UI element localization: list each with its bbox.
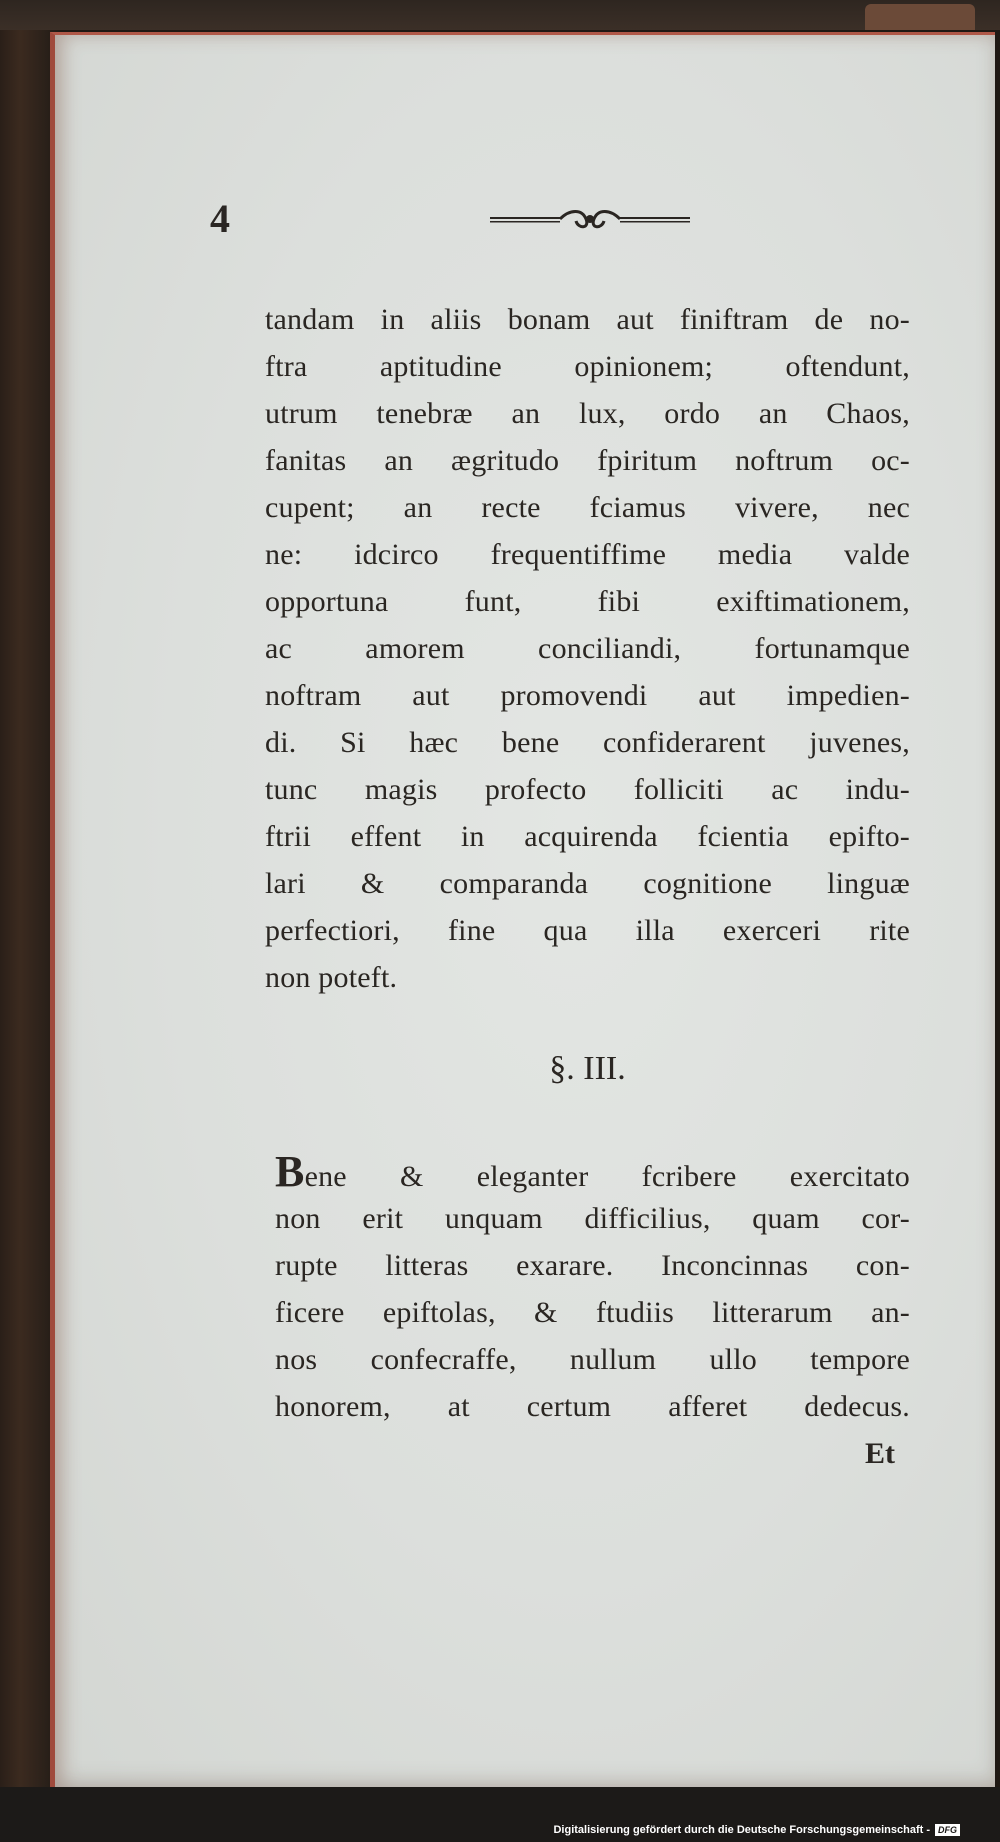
text-line: lari & comparanda cognitione linguæ (265, 867, 910, 900)
text-line: fanitas an ægritudo fpiritum noftrum oc- (265, 444, 910, 477)
text-line: perfectiori, fine qua illa exerceri rite (265, 914, 910, 947)
text-line: ftrii effent in acquirenda fcientia epifto- (265, 820, 910, 853)
text-line: cupent; an recte fciamus vivere, nec (265, 491, 910, 524)
text-line: opportuna funt, fibi exiftimationem, (265, 585, 910, 618)
text-line: honorem, at certum afferet dedecus. (275, 1390, 910, 1423)
page-number: 4 (210, 196, 230, 241)
book-spine-corner (865, 4, 975, 30)
text-line: noftram aut promovendi aut impedien- (265, 679, 910, 712)
text-line: ficere epiftolas, & ftudiis litterarum an- (275, 1296, 910, 1329)
catchword: Et (865, 1437, 895, 1470)
text-line: ftra aptitudine opinionem; oftendunt, (265, 350, 910, 383)
text-line: utrum tenebræ an lux, ordo an Chaos, (265, 397, 910, 430)
credit-text: Digitalisierung gefördert durch die Deutsche Forschungsgemeinschaft - (553, 1824, 930, 1836)
text-line: ne: idcirco frequentiffime media valde (265, 538, 910, 571)
text-line: nos confecraffe, nullum ullo tempore (275, 1343, 910, 1376)
section-heading: §. III. (549, 1050, 626, 1087)
book-top-edge (0, 0, 1000, 30)
text-line: rupte litteras exarare. Inconcinnas con- (275, 1249, 910, 1282)
text-line-first (275, 1148, 910, 1195)
drop-cap: B (275, 1147, 305, 1196)
text-line: non poteft. (265, 961, 398, 994)
page-header (210, 195, 910, 245)
text-line: di. Si hæc bene confiderarent juvenes, (265, 726, 910, 759)
text-line: tandam in aliis bonam aut finiftram de no- (265, 303, 910, 336)
first-line-text: ene & eleganter fcribere exercitato (304, 1160, 910, 1193)
digitization-credit (553, 1822, 960, 1838)
text-line: ac amorem conciliandi, fortunamque (265, 632, 910, 665)
text-line: non erit unquam difficilius, quam cor- (275, 1202, 910, 1235)
dfg-logo-icon: DFG (935, 1824, 960, 1836)
ornament-rule-icon (490, 207, 690, 231)
text-line: tunc magis profecto folliciti ac indu- (265, 773, 910, 806)
paragraph-1 (265, 296, 910, 1001)
paragraph-2 (275, 1148, 910, 1430)
